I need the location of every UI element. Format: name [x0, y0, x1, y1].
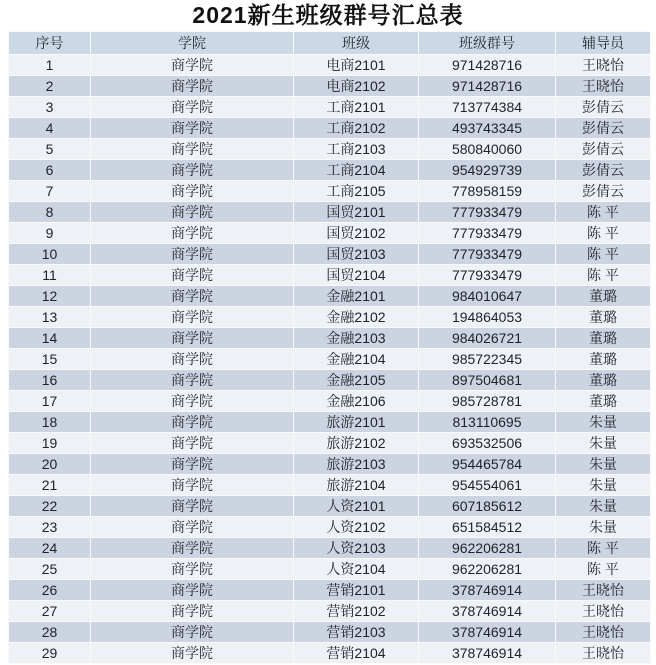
cell-college: 商学院 — [91, 517, 294, 538]
table-row — [9, 244, 651, 265]
table-row — [9, 643, 651, 664]
table-row — [9, 265, 651, 286]
cell-group-number: 378746914 — [419, 601, 556, 622]
cell-group-number: 971428716 — [419, 55, 556, 76]
cell-counselor: 陈 平 — [556, 559, 651, 580]
cell-counselor: 朱量 — [556, 496, 651, 517]
cell-class: 金融2106 — [294, 391, 419, 412]
cell-class: 人资2102 — [294, 517, 419, 538]
cell-group-number: 985728781 — [419, 391, 556, 412]
table-row — [9, 76, 651, 97]
cell-group-number: 954554061 — [419, 475, 556, 496]
cell-class: 人资2104 — [294, 559, 419, 580]
cell-seq: 4 — [9, 118, 91, 139]
cell-seq: 20 — [9, 454, 91, 475]
cell-seq: 19 — [9, 433, 91, 454]
cell-class: 旅游2101 — [294, 412, 419, 433]
cell-class: 国贸2104 — [294, 265, 419, 286]
table-row — [9, 55, 651, 76]
cell-group-number: 954465784 — [419, 454, 556, 475]
cell-class: 金融2103 — [294, 328, 419, 349]
cell-college: 商学院 — [91, 55, 294, 76]
cell-counselor: 彭倩云 — [556, 160, 651, 181]
cell-seq: 28 — [9, 622, 91, 643]
cell-seq: 21 — [9, 475, 91, 496]
cell-group-number: 378746914 — [419, 580, 556, 601]
cell-seq: 26 — [9, 580, 91, 601]
cell-class: 金融2105 — [294, 370, 419, 391]
cell-college: 商学院 — [91, 76, 294, 97]
cell-class: 电商2101 — [294, 55, 419, 76]
column-header-seq: 序号 — [9, 32, 91, 55]
cell-class: 金融2102 — [294, 307, 419, 328]
cell-group-number: 962206281 — [419, 559, 556, 580]
cell-counselor: 彭倩云 — [556, 139, 651, 160]
cell-seq: 7 — [9, 181, 91, 202]
cell-college: 商学院 — [91, 412, 294, 433]
cell-seq: 16 — [9, 370, 91, 391]
cell-college: 商学院 — [91, 118, 294, 139]
cell-counselor: 董璐 — [556, 328, 651, 349]
cell-college: 商学院 — [91, 496, 294, 517]
cell-seq: 27 — [9, 601, 91, 622]
cell-class: 电商2102 — [294, 76, 419, 97]
cell-group-number: 607185612 — [419, 496, 556, 517]
cell-counselor: 陈 平 — [556, 538, 651, 559]
cell-seq: 8 — [9, 202, 91, 223]
cell-college: 商学院 — [91, 643, 294, 664]
cell-seq: 13 — [9, 307, 91, 328]
cell-class: 人资2101 — [294, 496, 419, 517]
cell-group-number: 777933479 — [419, 244, 556, 265]
cell-college: 商学院 — [91, 370, 294, 391]
cell-college: 商学院 — [91, 244, 294, 265]
cell-counselor: 朱量 — [556, 433, 651, 454]
cell-group-number: 378746914 — [419, 622, 556, 643]
cell-college: 商学院 — [91, 622, 294, 643]
cell-group-number: 194864053 — [419, 307, 556, 328]
table-row — [9, 391, 651, 412]
cell-college: 商学院 — [91, 538, 294, 559]
cell-group-number: 971428716 — [419, 76, 556, 97]
cell-class: 营销2102 — [294, 601, 419, 622]
cell-counselor: 彭倩云 — [556, 181, 651, 202]
cell-counselor: 王晓怡 — [556, 601, 651, 622]
table-row — [9, 559, 651, 580]
cell-seq: 23 — [9, 517, 91, 538]
table-row — [9, 328, 651, 349]
cell-class: 旅游2104 — [294, 475, 419, 496]
cell-group-number: 693532506 — [419, 433, 556, 454]
table-row — [9, 496, 651, 517]
cell-college: 商学院 — [91, 265, 294, 286]
cell-class: 国贸2103 — [294, 244, 419, 265]
cell-counselor: 陈 平 — [556, 244, 651, 265]
cell-class: 营销2101 — [294, 580, 419, 601]
cell-seq: 22 — [9, 496, 91, 517]
cell-class: 旅游2103 — [294, 454, 419, 475]
cell-seq: 5 — [9, 139, 91, 160]
cell-counselor: 朱量 — [556, 475, 651, 496]
table-row — [9, 286, 651, 307]
cell-seq: 25 — [9, 559, 91, 580]
cell-counselor: 董璐 — [556, 391, 651, 412]
cell-college: 商学院 — [91, 202, 294, 223]
cell-class: 金融2101 — [294, 286, 419, 307]
cell-seq: 12 — [9, 286, 91, 307]
cell-college: 商学院 — [91, 286, 294, 307]
cell-group-number: 777933479 — [419, 223, 556, 244]
table-row — [9, 538, 651, 559]
cell-seq: 6 — [9, 160, 91, 181]
table-row — [9, 412, 651, 433]
cell-seq: 10 — [9, 244, 91, 265]
cell-counselor: 朱量 — [556, 454, 651, 475]
cell-college: 商学院 — [91, 601, 294, 622]
cell-seq: 18 — [9, 412, 91, 433]
cell-seq: 29 — [9, 643, 91, 664]
cell-counselor: 朱量 — [556, 517, 651, 538]
class-group-table — [8, 31, 651, 664]
table-row — [9, 454, 651, 475]
cell-group-number: 984010647 — [419, 286, 556, 307]
cell-class: 工商2103 — [294, 139, 419, 160]
column-header-college: 学院 — [91, 32, 294, 55]
table-row — [9, 307, 651, 328]
cell-class: 旅游2102 — [294, 433, 419, 454]
table-row — [9, 601, 651, 622]
cell-group-number: 493743345 — [419, 118, 556, 139]
table-row — [9, 349, 651, 370]
cell-college: 商学院 — [91, 454, 294, 475]
cell-college: 商学院 — [91, 433, 294, 454]
cell-counselor: 董璐 — [556, 370, 651, 391]
page-title: 2021新生班级群号汇总表 — [192, 2, 464, 28]
cell-college: 商学院 — [91, 181, 294, 202]
cell-group-number: 897504681 — [419, 370, 556, 391]
column-header-counselor: 辅导员 — [556, 32, 651, 55]
cell-class: 人资2103 — [294, 538, 419, 559]
table-row — [9, 517, 651, 538]
column-header-class: 班级 — [294, 32, 419, 55]
cell-class: 工商2105 — [294, 181, 419, 202]
cell-college: 商学院 — [91, 223, 294, 244]
table-body — [9, 55, 651, 664]
cell-college: 商学院 — [91, 349, 294, 370]
cell-seq: 9 — [9, 223, 91, 244]
cell-class: 营销2103 — [294, 622, 419, 643]
cell-seq: 24 — [9, 538, 91, 559]
column-header-group-number: 班级群号 — [419, 32, 556, 55]
cell-group-number: 813110695 — [419, 412, 556, 433]
cell-college: 商学院 — [91, 307, 294, 328]
cell-counselor: 董璐 — [556, 349, 651, 370]
cell-group-number: 651584512 — [419, 517, 556, 538]
table-row — [9, 622, 651, 643]
cell-group-number: 984026721 — [419, 328, 556, 349]
table-row — [9, 223, 651, 244]
cell-counselor: 陈 平 — [556, 202, 651, 223]
cell-class: 营销2104 — [294, 643, 419, 664]
cell-counselor: 陈 平 — [556, 265, 651, 286]
cell-counselor: 彭倩云 — [556, 97, 651, 118]
cell-class: 工商2104 — [294, 160, 419, 181]
cell-counselor: 朱量 — [556, 412, 651, 433]
cell-seq: 11 — [9, 265, 91, 286]
cell-college: 商学院 — [91, 580, 294, 601]
table-row — [9, 433, 651, 454]
cell-seq: 14 — [9, 328, 91, 349]
cell-college: 商学院 — [91, 97, 294, 118]
cell-counselor: 彭倩云 — [556, 118, 651, 139]
table-row — [9, 97, 651, 118]
cell-group-number: 580840060 — [419, 139, 556, 160]
cell-counselor: 董璐 — [556, 286, 651, 307]
cell-counselor: 王晓怡 — [556, 76, 651, 97]
cell-counselor: 王晓怡 — [556, 580, 651, 601]
cell-group-number: 713774384 — [419, 97, 556, 118]
cell-class: 国贸2101 — [294, 202, 419, 223]
cell-class: 工商2102 — [294, 118, 419, 139]
cell-seq: 2 — [9, 76, 91, 97]
cell-group-number: 777933479 — [419, 202, 556, 223]
cell-class: 国贸2102 — [294, 223, 419, 244]
cell-group-number: 954929739 — [419, 160, 556, 181]
table-row — [9, 475, 651, 496]
cell-group-number: 378746914 — [419, 643, 556, 664]
cell-counselor: 王晓怡 — [556, 622, 651, 643]
table-row — [9, 139, 651, 160]
cell-seq: 15 — [9, 349, 91, 370]
cell-counselor: 王晓怡 — [556, 55, 651, 76]
cell-counselor: 董璐 — [556, 307, 651, 328]
cell-class: 金融2104 — [294, 349, 419, 370]
cell-group-number: 777933479 — [419, 265, 556, 286]
cell-seq: 17 — [9, 391, 91, 412]
header-row — [9, 32, 651, 55]
cell-college: 商学院 — [91, 328, 294, 349]
table-row — [9, 370, 651, 391]
table-row — [9, 160, 651, 181]
cell-group-number: 778958159 — [419, 181, 556, 202]
cell-group-number: 962206281 — [419, 538, 556, 559]
cell-seq: 1 — [9, 55, 91, 76]
cell-class: 工商2101 — [294, 97, 419, 118]
table-header — [9, 32, 651, 55]
cell-counselor: 王晓怡 — [556, 643, 651, 664]
table-row — [9, 181, 651, 202]
table-row — [9, 202, 651, 223]
table-row — [9, 118, 651, 139]
cell-seq: 3 — [9, 97, 91, 118]
cell-college: 商学院 — [91, 160, 294, 181]
cell-college: 商学院 — [91, 391, 294, 412]
table-row — [9, 580, 651, 601]
cell-college: 商学院 — [91, 139, 294, 160]
cell-college: 商学院 — [91, 475, 294, 496]
cell-counselor: 陈 平 — [556, 223, 651, 244]
cell-group-number: 985722345 — [419, 349, 556, 370]
cell-college: 商学院 — [91, 559, 294, 580]
